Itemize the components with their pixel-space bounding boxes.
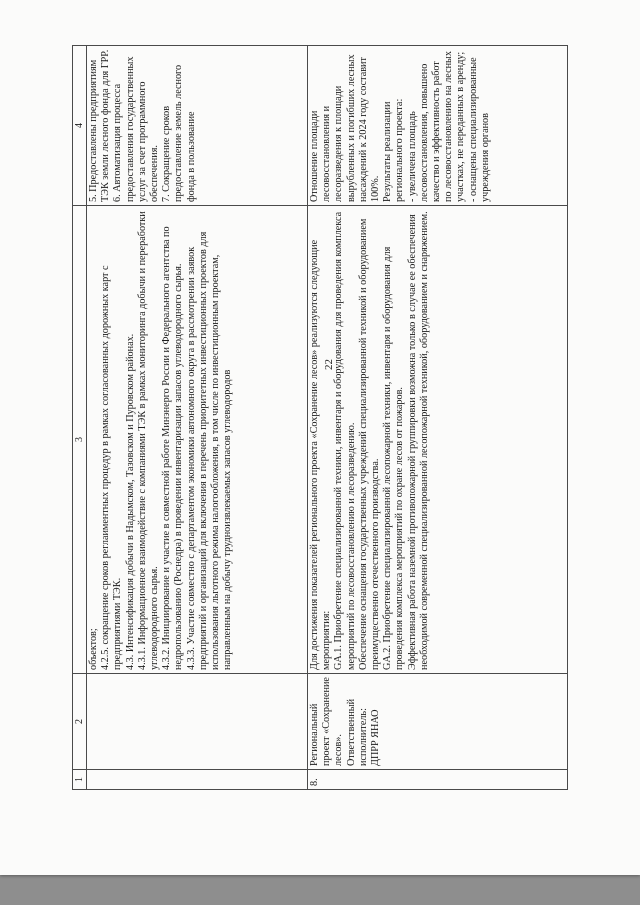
header-cell-3: 3: [73, 206, 87, 674]
result-line: 6. Автоматизация процесса предоставления государственных услуг за счет программного обеспечения.: [112, 56, 161, 202]
measure-line: GA.2. Приобретение специализированной лесопожарной техники, инвентаря и оборудования для проведения комплекса мероприятий по охране лесов от пожаров.: [382, 246, 406, 670]
project-cell: [87, 674, 308, 770]
measures-table: [72, 45, 568, 790]
result-line: Результаты реализации регионального проекта:: [382, 98, 406, 202]
result-line: - оснащены специализированные учреждения органов: [467, 57, 491, 202]
table-row: [87, 46, 308, 790]
measure-line: объектов;: [88, 628, 99, 670]
header-cell-4: 4: [73, 46, 87, 206]
results-cell: [87, 46, 308, 206]
measure-line: 4.3.2. Инициирование и участие в совместной работе Минэнерго России и Федерального агентства по недропользованию (Роснедра) в проведении инвентаризации запасов углеводородного сырья.: [161, 226, 185, 670]
header-row: [73, 46, 87, 790]
project-cell: [308, 674, 568, 770]
measure-line: Эффективная работа наземной противопожарной группировки возможна только в случае ее обеспечения необходимой современной специализированной лесопожарной техникой, оборудованием и снаряжением.: [406, 211, 430, 670]
measure-line: GA.1. Приобретение специализированной техники, инвентаря и оборудования для проведения комплекса мероприятий по лесовосстановлению и лесоразведению.: [333, 211, 357, 670]
measure-line: Обеспечение оснащения государственных учреждений специализированной техникой и оборудованием преимущественно отечественного производства.: [357, 218, 382, 670]
measure-line: 4.3.3. Участие совместно с департаментом экономики автономного округа в рассмотрении заявок предприятий и организаций для включения в перечень приоритетных инвестиционных проектов для использования льготного режима налогообложения, в том числе по инвестиционным проектам, направленным на добычу трудноизвлекаемых запасов углеводородов: [185, 231, 234, 670]
result-line: Отношение площади лесовосстановления и лесоразведения к площади вырубленных и погибших лесных насаждений к 2024 году составит 100%.: [309, 54, 382, 202]
header-cell-1: 1: [73, 770, 87, 790]
row-number-cell: [87, 770, 308, 790]
measure-line: 4.3. Интенсификация добычи в Надымском, Тазовском и Пуровском районах.: [124, 333, 136, 670]
result-line: - увеличена площадь лесовосстановления, повышено качество и эффективность работ по лесовосстановлению на лесных участках, не переданных в аренду;: [406, 51, 467, 202]
page-number: 22: [323, 359, 335, 370]
results-cell: [308, 46, 568, 206]
header-cell-2: 2: [73, 674, 87, 770]
result-line: 5. Предоставлены предприятиям ТЭК земли лесного фонда для ГРР.: [88, 49, 112, 202]
table-row: [308, 46, 568, 790]
measures-cell: [87, 206, 308, 674]
measure-line: Для достижения показателей регионального проекта «Сохранение лесов» реализуются следующие мероприятия:: [309, 239, 333, 670]
measure-line: 4.3.1. Информационное взаимодействие с компаниями ТЭК в рамках мониторинга добычи и переработки углеводородного сырья.: [136, 211, 161, 670]
measures-cell: [308, 206, 568, 674]
project-line: ДПРР ЯНАО: [370, 709, 382, 766]
result-line: 7. Сокращение сроков предоставление земель лесного фонда в пользование: [161, 64, 197, 202]
measure-line: 4.2.5. сокращение сроков реглаиментных процедур в рамках согласованных дорожных карт с предприятиями ТЭК.: [100, 265, 124, 670]
project-line: Ответственный исполнитель:: [345, 698, 369, 766]
project-line: Региональный проект «Сохранение лесов».: [309, 677, 345, 766]
rotated-table-container: [72, 46, 564, 790]
row-number-cell: 8.: [308, 770, 568, 790]
